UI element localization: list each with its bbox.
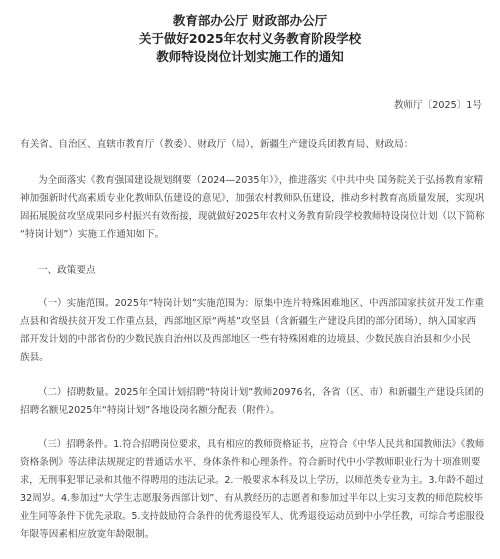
paragraph-1-line: （一）实施范围。2025年“特岗计划”实施范围为：原集中连片特殊困难地区、中西部国家扶贫开发工作重	[38, 298, 484, 309]
paragraph-1-line: 族县。	[20, 352, 49, 363]
intro-line: 神加强新时代高素质专业化教师队伍建设的意见》，加强农村教师队伍建设，推动乡村教育高质量发展，实现巩	[20, 193, 485, 204]
paragraph-2-line: 招聘名额见2025年“特岗计划”各地设岗名额分配表（附件）。	[20, 405, 280, 416]
title-line-1: 教育部办公厅 财政部办公厅	[172, 13, 328, 28]
title-line-3: 教师特设岗位计划实施工作的通知	[156, 49, 344, 64]
paragraph-3-line: 业生同等条件下优先录取。5.支持鼓励符合条件的优秀退役军人、优秀退役运动员到中小学任教，可综合考虑服役	[20, 511, 485, 522]
paragraph-1-line: 点县和省级扶贫开发工作重点县，西部地区原“两基”攻坚县（含新疆生产建设兵团的部分团场），纳入国家西	[20, 316, 477, 327]
paragraph-2-line: （二）招聘数量。2025年全国计划招聘“特岗计划”教师20976名，各省（区、市）和新疆生产建设兵团的	[38, 387, 484, 398]
paragraph-3-line: 求，无刑事犯罪记录和其他不得聘用的违法记录。2.一般要求本科及以上学历，以师范类专业为主。3.年龄不超过	[20, 475, 484, 486]
intro-line: 固拓展脱贫攻坚成果同乡村振兴有效衔接，现就做好2025年农村义务教育阶段学校教师特设岗位计划（以下简称	[20, 211, 485, 222]
intro-line: 为全面落实《教育强国建设规划纲要（2024—2035年）》，推进落实《中共中央 国务院关于弘扬教育家精	[38, 175, 484, 186]
section-heading: 一、政策要点	[38, 265, 96, 276]
document-number: 教师厅〔2025〕1号	[393, 100, 482, 111]
intro-line: “特岗计划”）实施工作通知如下。	[20, 229, 165, 240]
paragraph-3-line: 32周岁。4.参加过“大学生志愿服务西部计划”、有从教经历的志愿者和参加过半年以上实习支教的师范院校毕	[20, 493, 484, 504]
paragraph-3-line: 年限等因素相应放宽年龄限制。	[20, 529, 155, 540]
paragraph-1-line: 部开发计划的中部省份的少数民族自治州以及西部地区一些有特殊困难的边境县、少数民族自治县和少小民	[20, 334, 471, 345]
paragraph-3-line: （三）招聘条件。1.符合招聘岗位要求，具有相应的教师资格证书，应符合《中华人民共和国教师法》《教师	[38, 439, 485, 450]
title-line-2: 关于做好2025年农村义务教育阶段学校	[138, 31, 362, 46]
recipients: 有关省、自治区、直辖市教育厅（教委）、财政厅（局），新疆生产建设兵团教育局、财政局：	[20, 139, 414, 150]
paragraph-3-line: 资格条例》等法律法规规定的普通话水平、身体条件和心理条件。符合新时代中小学教师职业行为十项准则要	[20, 457, 481, 468]
